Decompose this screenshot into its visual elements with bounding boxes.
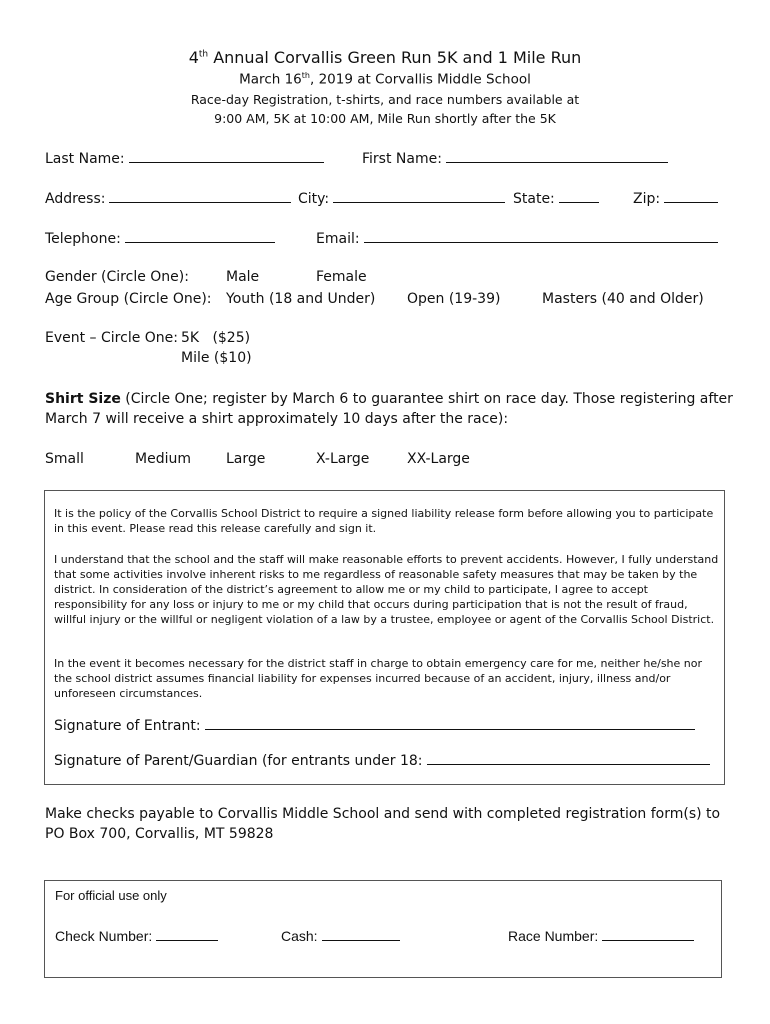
city-field[interactable]: City:	[298, 189, 505, 207]
official-use-box	[44, 880, 722, 978]
entrant-signature-field[interactable]: Signature of Entrant:	[54, 716, 695, 734]
liability-release-box	[44, 490, 725, 785]
race-times: 9:00 AM, 5K at 10:00 AM, Mile Run shortly after the 5K	[214, 111, 556, 126]
age-option-youth[interactable]: Youth (18 and Under)	[226, 291, 376, 307]
city-line[interactable]	[333, 189, 505, 203]
last-name-line[interactable]	[129, 149, 324, 163]
last-name-field[interactable]: Last Name:	[45, 149, 324, 167]
state-line[interactable]	[559, 189, 599, 203]
check-number-field[interactable]: Check Number:	[55, 927, 218, 944]
cash-field[interactable]: Cash:	[281, 927, 400, 944]
shirt-size-heading: Shirt Size	[45, 391, 121, 407]
age-option-open[interactable]: Open (19-39)	[407, 291, 501, 307]
shirt-size-instructions: Shirt Size (Circle One; register by March 6 to guarantee shirt on race day. Those registering after March 7 will receive a shirt approximately 10 days after the race):	[45, 391, 733, 427]
release-policy-text: It is the policy of the Corvallis School District to require a signed liability release form before allowing you to participate in this event. Please read this release carefully and sign it.	[54, 507, 714, 535]
event-option-5k[interactable]: 5K ($25)	[181, 330, 251, 346]
state-field[interactable]: State:	[513, 189, 599, 207]
entrant-signature-line[interactable]	[205, 716, 695, 730]
first-name-line[interactable]	[446, 149, 668, 163]
age-option-masters[interactable]: Masters (40 and Older)	[542, 291, 704, 307]
shirt-option-large[interactable]: Large	[226, 451, 266, 467]
event-date: March 16th, 2019 at Corvallis Middle School	[239, 71, 531, 88]
race-number-field[interactable]: Race Number:	[508, 927, 694, 944]
cash-line[interactable]	[322, 927, 400, 941]
event-label: Event – Circle One:	[45, 330, 178, 346]
parent-signature-field[interactable]: Signature of Parent/Guardian (for entrants under 18:	[54, 751, 710, 769]
shirt-option-small[interactable]: Small	[45, 451, 84, 467]
gender-option-male[interactable]: Male	[226, 269, 260, 285]
email-line[interactable]	[364, 229, 718, 243]
check-number-line[interactable]	[156, 927, 218, 941]
gender-label: Gender (Circle One):	[45, 269, 189, 285]
zip-field[interactable]: Zip:	[633, 189, 718, 207]
official-use-title: For official use only	[55, 888, 167, 903]
release-agreement-text: I understand that the school and the staff will make reasonable efforts to prevent accidents. However, I fully understand that some activities involve inherent risks to me regardless of reasonable safety measures that may be taken by the district. In consideration of the district’s agreement to allow me or my child to participate, I agree to accept responsibility for any loss or injury to me or my child that occurs during participation that is not the result of fraud, willful injury or the willful or negligent violation of a law by a trustee, employee or agent of the Corvallis School District.	[54, 553, 719, 626]
registration-info: Race-day Registration, t-shirts, and race numbers available at	[190, 92, 580, 107]
payment-instructions: Make checks payable to Corvallis Middle School and send with completed registration form(s) to PO Box 700, Corvallis, MT 59828	[45, 806, 721, 842]
address-line[interactable]	[109, 189, 291, 203]
shirt-option-xlarge[interactable]: X-Large	[316, 451, 370, 467]
age-group-label: Age Group (Circle One):	[45, 291, 212, 307]
event-option-mile[interactable]: Mile ($10)	[181, 350, 252, 366]
form-title: 4th Annual Corvallis Green Run 5K and 1 Mile Run	[188, 48, 582, 67]
address-field[interactable]: Address:	[45, 189, 291, 207]
zip-line[interactable]	[664, 189, 718, 203]
email-field[interactable]: Email:	[316, 229, 718, 247]
first-name-field[interactable]: First Name:	[362, 149, 668, 167]
telephone-line[interactable]	[125, 229, 275, 243]
race-number-line[interactable]	[602, 927, 694, 941]
telephone-field[interactable]: Telephone:	[45, 229, 275, 247]
release-emergency-text: In the event it becomes necessary for the district staff in charge to obtain emergency care for me, neither he/she nor the school district assumes financial liability for expenses incurred because of an accident, injury, illness and/or unforeseen circumstances.	[54, 657, 703, 700]
shirt-option-xxlarge[interactable]: XX-Large	[407, 451, 470, 467]
gender-option-female[interactable]: Female	[316, 269, 367, 285]
shirt-option-medium[interactable]: Medium	[135, 451, 191, 467]
parent-signature-line[interactable]	[427, 751, 710, 765]
